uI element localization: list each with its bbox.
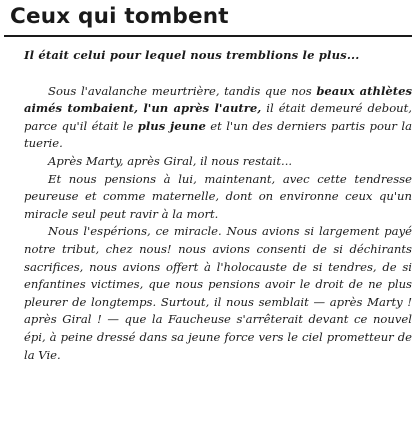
paragraph-avalanche bbox=[24, 83, 412, 153]
lead-sentence: Il était celui pour lequel nous tremblions le plus... bbox=[24, 48, 360, 62]
paragraph-avalanche-part-3: et l'un des derniers partis pour la tuerie. bbox=[24, 118, 412, 151]
paragraph-avalanche-part-1: Sous l'avalanche meurtrière, tandis que nos bbox=[48, 83, 317, 98]
paragraph-avalanche-part-2: il était demeuré debout, parce qu'il était le bbox=[24, 101, 412, 133]
paragraph-miracle: Nous l'espérions, ce miracle. Nous avions si largement payé notre tribut, chez nous! nous avions consenti de si déchirants sacrifices, nous avions offert à l'holocauste de si tendres, de si enfantines victimes, que nous pensions avoir le droit de ne plus pleurer de longtemps. Surtout, il nous semblait — après Marty ! après Giral ! — que la Faucheuse s'arrêterait devant ce nouvel épi, à peine dressé dans sa jeune force vers le ciel prometteur de la Vie. bbox=[24, 224, 412, 362]
article-body bbox=[24, 47, 412, 364]
paragraph-avalanche-bold-2: plus jeune bbox=[137, 118, 206, 133]
paragraph-avalanche-bold-1: beaux athlètes aimés tombaient, l'un après l'autre, bbox=[24, 83, 412, 116]
title-underline bbox=[4, 35, 412, 37]
paragraph-marty-giral: Après Marty, après Giral, il nous restait... bbox=[48, 153, 293, 168]
paragraph-tendresse: Et nous pensions à lui, maintenant, avec cette tendresse peureuse et comme maternelle, dont on environne ceux qu'un miracle seul peut ravir à la mort. bbox=[24, 171, 412, 221]
article-title: Ceux qui tombent bbox=[10, 4, 229, 29]
